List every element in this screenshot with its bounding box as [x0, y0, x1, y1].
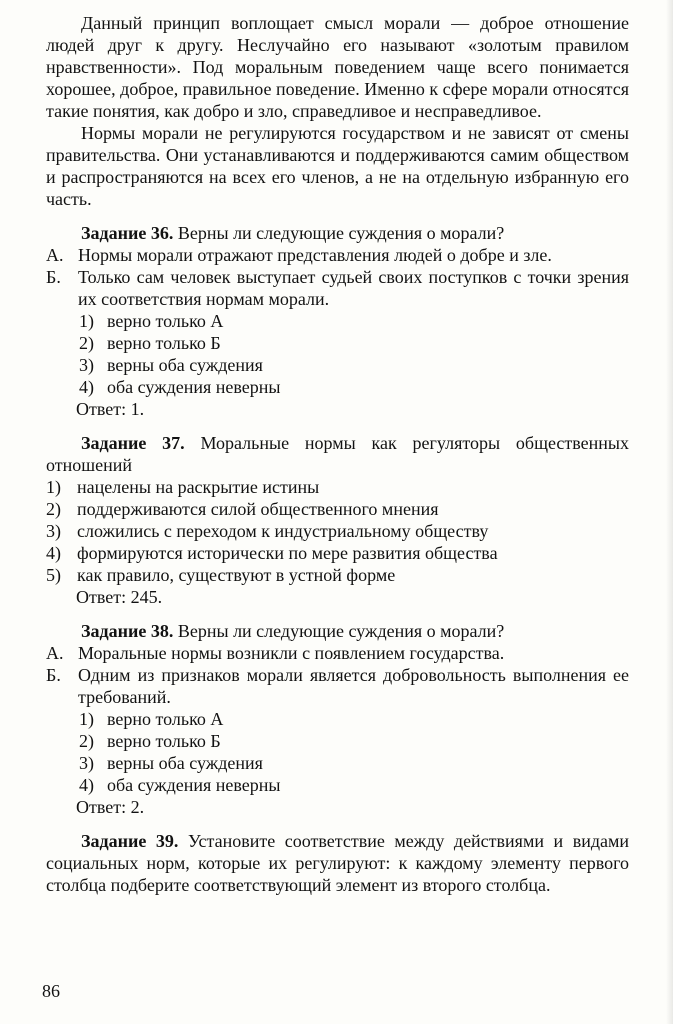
option-marker: 2) [79, 731, 94, 751]
task-38-statement-b [46, 664, 629, 708]
task-36-prompt: Верны ли следующие суждения о морали? [177, 223, 505, 243]
option-text: верно только А [107, 311, 224, 331]
task-38-label: Задание 38. [81, 621, 174, 641]
task-36-option-4 [46, 376, 629, 398]
task-37-option-1 [46, 476, 629, 498]
option-text: как правило, существуют в устной форме [77, 565, 396, 585]
task-38-answer: Ответ: 2. [76, 797, 145, 817]
task-36-option-3 [46, 354, 629, 376]
task-36-option-2 [46, 332, 629, 354]
task-38-option-3 [46, 752, 629, 774]
task-37-option-3 [46, 520, 629, 542]
statement-marker: Б. [46, 665, 61, 685]
statement-text: Одним из признаков морали является добровольность выполнения ее требований. [78, 665, 629, 707]
task-39-prompt: Установите соответствие между действиями и видами социальных норм, которые их регулируют: к каждому элементу первого столбца подберите соответствующий элемент из второго столбца. [46, 831, 630, 895]
task-36 [46, 222, 629, 420]
statement-marker: А. [46, 245, 64, 265]
task-38-option-2 [46, 730, 629, 752]
task-38-option-4 [46, 774, 629, 796]
option-marker: 4) [79, 377, 94, 397]
task-39 [46, 830, 629, 896]
option-marker: 5) [46, 565, 61, 585]
option-text: верно только Б [107, 333, 221, 353]
task-37-prompt: Моральные нормы как регуляторы общественных отношений [46, 433, 629, 475]
option-marker: 3) [46, 521, 61, 541]
task-37 [46, 432, 629, 608]
task-38-prompt: Верны ли следующие суждения о морали? [177, 621, 505, 641]
task-36-option-1 [46, 310, 629, 332]
option-marker: 3) [79, 753, 94, 773]
task-38-heading [46, 620, 629, 642]
option-text: сложились с переходом к индустриальному обществу [77, 521, 489, 541]
option-marker: 2) [46, 499, 61, 519]
page-number: 86 [42, 981, 60, 1001]
paragraph-intro-1: Данный принцип воплощает смысл морали — доброе отношение людей друг к другу. Неслучайно его называют «золотым правилом нравственности». Под моральным поведением чаще всего понимается хорошее, доброе, правильное поведение. Именно к сфере морали относятся такие понятия, как добро и зло, справедливое и несправедливое. [46, 13, 629, 121]
option-marker: 1) [79, 709, 94, 729]
task-36-answer: Ответ: 1. [76, 399, 145, 419]
task-36-heading [46, 222, 629, 244]
task-36-statement-a [46, 244, 629, 266]
option-text: поддерживаются силой общественного мнения [77, 499, 439, 519]
option-marker: 3) [79, 355, 94, 375]
statement-text: Моральные нормы возникли с появлением государства. [78, 643, 505, 663]
task-37-heading [46, 432, 629, 476]
task-39-label: Задание 39. [81, 831, 179, 851]
option-text: формируются исторически по мере развития общества [77, 543, 498, 563]
option-text: верны оба суждения [107, 355, 263, 375]
option-marker: 4) [79, 775, 94, 795]
task-36-label: Задание 36. [81, 223, 174, 243]
option-text: оба суждения неверны [107, 377, 281, 397]
task-37-label: Задание 37. [81, 433, 185, 453]
option-text: верно только Б [107, 731, 221, 751]
statement-marker: Б. [46, 267, 61, 287]
task-36-statement-b [46, 266, 629, 310]
option-text: верны оба суждения [107, 753, 263, 773]
option-text: верно только А [107, 709, 224, 729]
task-37-answer: Ответ: 245. [76, 587, 163, 607]
statement-marker: А. [46, 643, 64, 663]
task-37-option-2 [46, 498, 629, 520]
option-marker: 4) [46, 543, 61, 563]
statement-text: Нормы морали отражают представления людей о добре и зле. [78, 245, 552, 265]
option-text: оба суждения неверны [107, 775, 281, 795]
option-text: нацелены на раскрытие истины [77, 477, 320, 497]
option-marker: 1) [46, 477, 61, 497]
option-marker: 1) [79, 311, 94, 331]
paragraph-intro-2: Нормы морали не регулируются государством и не зависят от смены правительства. Они устанавливаются и поддерживаются самим обществом и распространяются на всех его членов, а не на отдельную избранную его часть. [46, 123, 629, 209]
task-39-heading [46, 830, 629, 896]
statement-text: Только сам человек выступает судьей своих поступков с точки зрения их соответствия нормам морали. [78, 267, 629, 309]
task-38-statement-a [46, 642, 629, 664]
option-marker: 2) [79, 333, 94, 353]
task-38 [46, 620, 629, 818]
task-38-option-1 [46, 708, 629, 730]
task-37-option-4 [46, 542, 629, 564]
task-37-option-5 [46, 564, 629, 586]
